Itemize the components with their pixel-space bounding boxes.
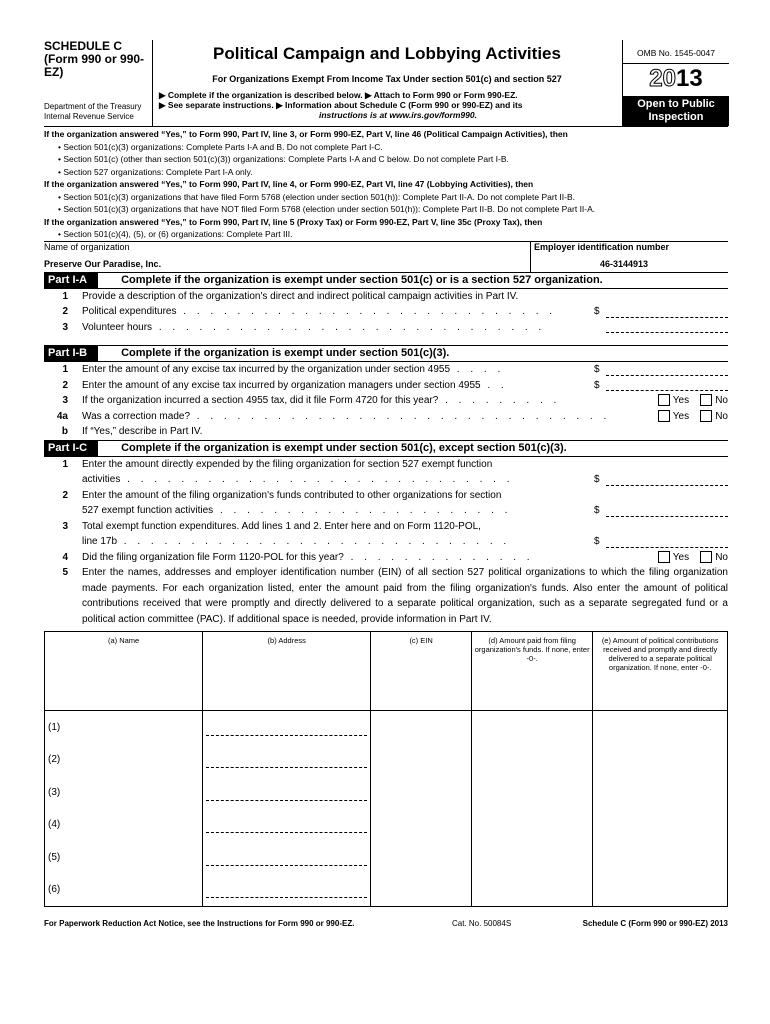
line-text: 527 exempt function activities bbox=[82, 505, 214, 516]
schedule-block bbox=[44, 40, 153, 126]
no-checkbox[interactable] bbox=[700, 551, 712, 563]
yes-label: Yes bbox=[672, 551, 690, 563]
no-checkbox[interactable] bbox=[700, 394, 712, 406]
table-row bbox=[45, 809, 728, 842]
table-input-field[interactable] bbox=[206, 849, 367, 866]
table-input-field[interactable] bbox=[596, 752, 724, 768]
line-text: If the organization incurred a section 4955 tax, did it file Form 4720 for this year? bbox=[82, 395, 439, 406]
line-text: Enter the amount of the filing organization's funds contributed to other organizations for section bbox=[82, 489, 502, 501]
part-ib-line-4b: b If “Yes,” describe in Part IV. bbox=[61, 426, 203, 437]
yes-no-group bbox=[658, 550, 728, 566]
table-cell bbox=[593, 711, 728, 744]
yes-checkbox[interactable] bbox=[658, 410, 670, 422]
part-ib-line-4a: 4a Was a correction made? . . . . . . . . . . . . . . . . . . . . . . . . . . . . . . . Yes No bbox=[44, 409, 728, 425]
yes-no-group bbox=[658, 393, 728, 409]
table-row bbox=[45, 711, 728, 744]
year-suffix: 13 bbox=[676, 65, 703, 92]
political-orgs-table bbox=[44, 631, 728, 907]
line-text: Enter the names, addresses and employer identification number (EIN) of all section 527 political organizations to which the filing organization made payments. For each organization listed, enter the amount paid from the filing organization's funds. Also enter the amount of political contributions received that were promptly and directly delivered to a separate political organization, such as a separate segregated fund or a political action committee (PAC). If additional space is needed, provide information in Part IV. bbox=[82, 567, 728, 625]
table-input-field[interactable] bbox=[596, 719, 724, 735]
part-ib-title: Complete if the organization is exempt under section 501(c)(3). bbox=[121, 347, 450, 359]
dollar-sign: $ bbox=[594, 536, 600, 547]
table-cell bbox=[593, 776, 728, 809]
table-input-field[interactable] bbox=[374, 719, 468, 735]
instruction-2a: • Section 501(c)(3) organizations that have filed Form 5768 (election under section 501(h)): Complete Part II-A. Do not complete Part II-B. bbox=[58, 191, 576, 202]
table-cell bbox=[471, 711, 592, 744]
table-cell bbox=[203, 841, 371, 874]
footer-notice: For Paperwork Reduction Act Notice, see the Instructions for Form 990 or 990-EZ. bbox=[44, 919, 355, 928]
row-number: (4) bbox=[48, 819, 61, 831]
funds-contributed-field[interactable] bbox=[606, 516, 728, 517]
bullet-1: ▶ Complete if the organization is described below. ▶ Attach to Form 990 or Form 990-EZ. bbox=[159, 90, 518, 100]
footer-cat-no: Cat. No. 50084S bbox=[452, 919, 512, 928]
instruction-2: If the organization answered “Yes,” to Form 990, Part IV, line 4, or Form 990-EZ, Part VI, line 47 (Lobbying Activities), then bbox=[44, 179, 534, 189]
table-input-field[interactable] bbox=[374, 849, 468, 865]
omb-block bbox=[622, 40, 729, 126]
table-input-field[interactable] bbox=[206, 784, 367, 801]
table-cell bbox=[203, 744, 371, 777]
no-label: No bbox=[715, 395, 728, 406]
line-text: Enter the amount of any excise tax incurred by organization managers under section 4955 bbox=[82, 379, 481, 391]
table-input-field[interactable] bbox=[475, 752, 589, 768]
line-text: Political expenditures bbox=[82, 306, 177, 317]
yes-no-group bbox=[658, 409, 728, 425]
line-text: Provide a description of the organization's direct and indirect political campaign activities in Part IV. bbox=[82, 290, 519, 302]
row-number: (1) bbox=[48, 721, 61, 733]
part-ic-line-3: 3 Total exempt function expenditures. Add lines 1 and 2. Enter here and on Form 1120-POL, line 17b . . . . . . . . . . . . . . . . . . . . . . . . . . . . . $ bbox=[44, 519, 728, 550]
table-input-field[interactable] bbox=[596, 784, 724, 800]
yes-label: Yes bbox=[672, 410, 690, 422]
table-cell bbox=[593, 744, 728, 777]
part-ic-line-2: 2 Enter the amount of the filing organization's funds contributed to other organizations for section 527 exempt function activities . . . . . . . . . . . . . . . . . . . . . . $ bbox=[44, 488, 728, 519]
bullet-3: instructions is at www.irs.gov/form990. bbox=[319, 110, 477, 120]
table-cell bbox=[203, 809, 371, 842]
table-cell bbox=[593, 841, 728, 874]
table-cell bbox=[203, 711, 371, 744]
table-input-field[interactable] bbox=[475, 719, 589, 735]
footer-form-id: Schedule C (Form 990 or 990-EZ) 2013 bbox=[582, 919, 728, 928]
year-prefix: 20 bbox=[649, 65, 676, 92]
bullet-2: ▶ See separate instructions. ▶ Information about Schedule C (Form 990 or 990-EZ) and its bbox=[159, 100, 523, 110]
table-input-field[interactable] bbox=[374, 882, 468, 898]
table-cell bbox=[471, 776, 592, 809]
form-header bbox=[44, 40, 728, 127]
dollar-sign: $ bbox=[594, 379, 600, 391]
table-input-field[interactable] bbox=[596, 849, 724, 865]
yes-checkbox[interactable] bbox=[658, 394, 670, 406]
table-cell bbox=[45, 874, 203, 907]
table-input-field[interactable] bbox=[374, 784, 468, 800]
table-cell bbox=[593, 809, 728, 842]
dollar-sign: $ bbox=[594, 474, 600, 485]
col-contributions: (e) Amount of political contributions received and promptly and directly delivered to a separate political organization. If none, enter -0-. bbox=[593, 632, 728, 711]
table-input-field[interactable] bbox=[475, 817, 589, 833]
part-ib-line-2: 2 Enter the amount of any excise tax incurred by organization managers under section 4955 . . $ bbox=[44, 378, 728, 394]
line-text: Did the filing organization file Form 1120-POL for this year? bbox=[82, 551, 344, 563]
form-reference: (Form 990 or 990-EZ) bbox=[44, 52, 145, 79]
row-number: (5) bbox=[48, 851, 61, 863]
part-ic-line-4: 4 Did the filing organization file Form 1120-POL for this year? . . . . . . . . . . . . . . Yes No bbox=[44, 550, 728, 566]
line-text: line 17b bbox=[82, 536, 118, 547]
part-ia-header bbox=[44, 273, 728, 289]
instruction-2b: • Section 501(c)(3) organizations that have NOT filed Form 5768 (election under section 501(h)): Complete Part II-B. Do not complete Part II-A. bbox=[58, 204, 596, 214]
volunteer-hours-field[interactable] bbox=[606, 332, 728, 333]
total-exempt-field[interactable] bbox=[606, 547, 728, 548]
table-cell bbox=[45, 776, 203, 809]
org-name-field[interactable]: Preserve Our Paradise, Inc. bbox=[44, 258, 162, 269]
table-cell bbox=[371, 776, 472, 809]
form-subtitle: For Organizations Exempt From Income Tax Under section 501(c) and section 527 bbox=[212, 74, 562, 84]
table-cell bbox=[471, 841, 592, 874]
form-page bbox=[44, 39, 728, 928]
table-cell bbox=[471, 809, 592, 842]
col-ein: (c) EIN bbox=[371, 632, 472, 711]
no-label: No bbox=[715, 410, 728, 422]
instruction-3: If the organization answered “Yes,” to Form 990, Part IV, line 5 (Proxy Tax) or Form 990-EZ, Part V, line 35c (Proxy Tax), then bbox=[44, 216, 543, 227]
col-address: (b) Address bbox=[203, 632, 371, 711]
table-cell bbox=[371, 841, 472, 874]
row-number: (3) bbox=[48, 786, 61, 798]
table-cell bbox=[203, 874, 371, 907]
part-ib-label: Part I-B bbox=[44, 346, 98, 361]
table-input-field[interactable] bbox=[374, 752, 468, 768]
org-name-cell bbox=[44, 242, 531, 272]
excise-tax-managers-field[interactable] bbox=[606, 390, 728, 391]
instruction-1: If the organization answered “Yes,” to Form 990, Part IV, line 3, or Form 990-EZ, Part V, line 46 (Political Campaign Activities), then bbox=[44, 129, 568, 139]
table-input-field[interactable] bbox=[475, 784, 589, 800]
table-cell bbox=[371, 711, 472, 744]
line-text: Total exempt function expenditures. Add lines 1 and 2. Enter here and on Form 1120-POL, bbox=[82, 520, 481, 532]
organization-row bbox=[44, 241, 728, 273]
part-ic-line-5: 5 Enter the names, addresses and employer identification number (EIN) of all section 527 political organizations to which the filing organization made payments. For each organization listed, enter the amount paid from the filing organization's funds. Also enter the amount of political contributions received that were promptly and directly delivered to a separate political organization, such as a separate segregated fund or a political action committee (PAC). If additional space is needed, provide information in Part IV. bbox=[62, 567, 728, 625]
table-cell bbox=[471, 744, 592, 777]
header-bullets bbox=[159, 90, 619, 120]
omb-number: OMB No. 1545-0047 bbox=[623, 48, 729, 64]
instruction-1a: • Section 501(c)(3) organizations: Complete Parts I-A and B. Do not complete Part I-C. bbox=[58, 141, 383, 152]
dollar-sign: $ bbox=[594, 364, 600, 375]
ein-field[interactable]: 46-3144913 bbox=[600, 258, 649, 269]
table-body bbox=[45, 711, 728, 907]
table-cell bbox=[45, 711, 203, 744]
part-ic-header bbox=[44, 440, 728, 457]
form-title: Political Campaign and Lobbying Activities bbox=[213, 44, 561, 63]
table-row bbox=[45, 776, 728, 809]
table-input-field[interactable] bbox=[596, 817, 724, 833]
part-ia-title: Complete if the organization is exempt under section 501(c) or is a section 527 organization. bbox=[121, 273, 603, 286]
excise-tax-org-field[interactable] bbox=[606, 375, 728, 376]
table-cell bbox=[593, 874, 728, 907]
open-line-1: Open to Public bbox=[637, 98, 715, 110]
col-name: (a) Name bbox=[45, 632, 203, 711]
dollar-sign: $ bbox=[594, 505, 600, 516]
table-cell bbox=[45, 809, 203, 842]
line-text: Volunteer hours bbox=[82, 321, 153, 333]
instruction-1b: • Section 501(c) (other than section 501(c)(3)) organizations: Complete Parts I-A and C below. Do not complete Part I-B. bbox=[58, 154, 509, 164]
yes-label: Yes bbox=[672, 395, 690, 406]
part-ic-title: Complete if the organization is exempt under section 501(c), except section 501(c)(3). bbox=[121, 441, 567, 454]
line-text: activities bbox=[82, 474, 121, 485]
line-text: Enter the amount of any excise tax incurred by the organization under section 4955 bbox=[82, 364, 451, 375]
table-input-field[interactable] bbox=[206, 751, 367, 768]
part-ic-label: Part I-C bbox=[44, 441, 98, 456]
instructions bbox=[44, 128, 728, 241]
table-row bbox=[45, 744, 728, 777]
col-amount-paid: (d) Amount paid from filing organization's funds. If none, enter -0-. bbox=[471, 632, 592, 711]
open-line-2: Inspection bbox=[648, 111, 704, 123]
no-label: No bbox=[715, 551, 728, 563]
table-input-field[interactable] bbox=[206, 881, 367, 898]
part-ic-line-1: 1 Enter the amount directly expended by the filing organization for section 527 exempt function activities . . . . . . . . . . . . . . . . . . . . . . . . . . . . . $ bbox=[44, 457, 728, 488]
table-cell bbox=[371, 809, 472, 842]
no-checkbox[interactable] bbox=[700, 410, 712, 422]
table-cell bbox=[371, 874, 472, 907]
part-ia-line-3: 3 Volunteer hours . . . . . . . . . . . . . . . . . . . . . . . . . . . . . bbox=[44, 320, 728, 336]
part-ib-header bbox=[44, 345, 728, 362]
dept-line-2: Internal Revenue Service bbox=[44, 112, 134, 121]
row-number: (2) bbox=[48, 754, 61, 766]
political-expenditures-field[interactable] bbox=[606, 317, 728, 318]
table-cell bbox=[45, 841, 203, 874]
table-input-field[interactable] bbox=[475, 882, 589, 898]
instruction-1c: • Section 527 organizations: Complete Part I-A only. bbox=[58, 166, 253, 177]
table-cell bbox=[203, 776, 371, 809]
ein-label: Employer identification number bbox=[534, 241, 670, 252]
line-text: Was a correction made? bbox=[82, 410, 191, 422]
table-input-field[interactable] bbox=[596, 882, 724, 898]
line-text: If “Yes,” describe in Part IV. bbox=[82, 426, 203, 437]
org-name-label: Name of organization bbox=[44, 241, 130, 252]
part-ia-label: Part I-A bbox=[44, 273, 98, 288]
instruction-3a: • Section 501(c)(4), (5), or (6) organizations: Complete Part III. bbox=[58, 229, 293, 239]
schedule-name: SCHEDULE C bbox=[44, 39, 123, 53]
row-number: (6) bbox=[48, 884, 61, 896]
tax-year bbox=[623, 65, 729, 92]
table-input-field[interactable] bbox=[475, 849, 589, 865]
table-cell bbox=[371, 744, 472, 777]
table-input-field[interactable] bbox=[374, 817, 468, 833]
part-ia-line-1: 1 Provide a description of the organization's direct and indirect political campaign activities in Part IV. bbox=[62, 290, 519, 302]
table-input-field[interactable] bbox=[206, 719, 367, 736]
part-ib-line-1: 1 Enter the amount of any excise tax incurred by the organization under section 4955 . . . . $ bbox=[44, 362, 728, 378]
title-block bbox=[153, 40, 621, 126]
table-cell bbox=[45, 744, 203, 777]
table-row bbox=[45, 874, 728, 907]
table-input-field[interactable] bbox=[206, 816, 367, 833]
yes-checkbox[interactable] bbox=[658, 551, 670, 563]
department bbox=[44, 102, 141, 122]
dept-line-1: Department of the Treasury bbox=[44, 102, 142, 111]
open-to-public-badge bbox=[623, 96, 729, 126]
table-row bbox=[45, 841, 728, 874]
dollar-sign: $ bbox=[594, 306, 600, 317]
line-text: Enter the amount directly expended by the filing organization for section 527 exempt function bbox=[82, 458, 493, 470]
table-cell bbox=[471, 874, 592, 907]
part-ia-line-2: 2 Political expenditures . . . . . . . . . . . . . . . . . . . . . . . . . . . . $ bbox=[44, 304, 728, 320]
exempt-function-field[interactable] bbox=[606, 485, 728, 486]
part-ib-line-3: 3 If the organization incurred a section 4955 tax, did it file Form 4720 for this year? . . . . . . . . . Yes No bbox=[44, 393, 728, 409]
